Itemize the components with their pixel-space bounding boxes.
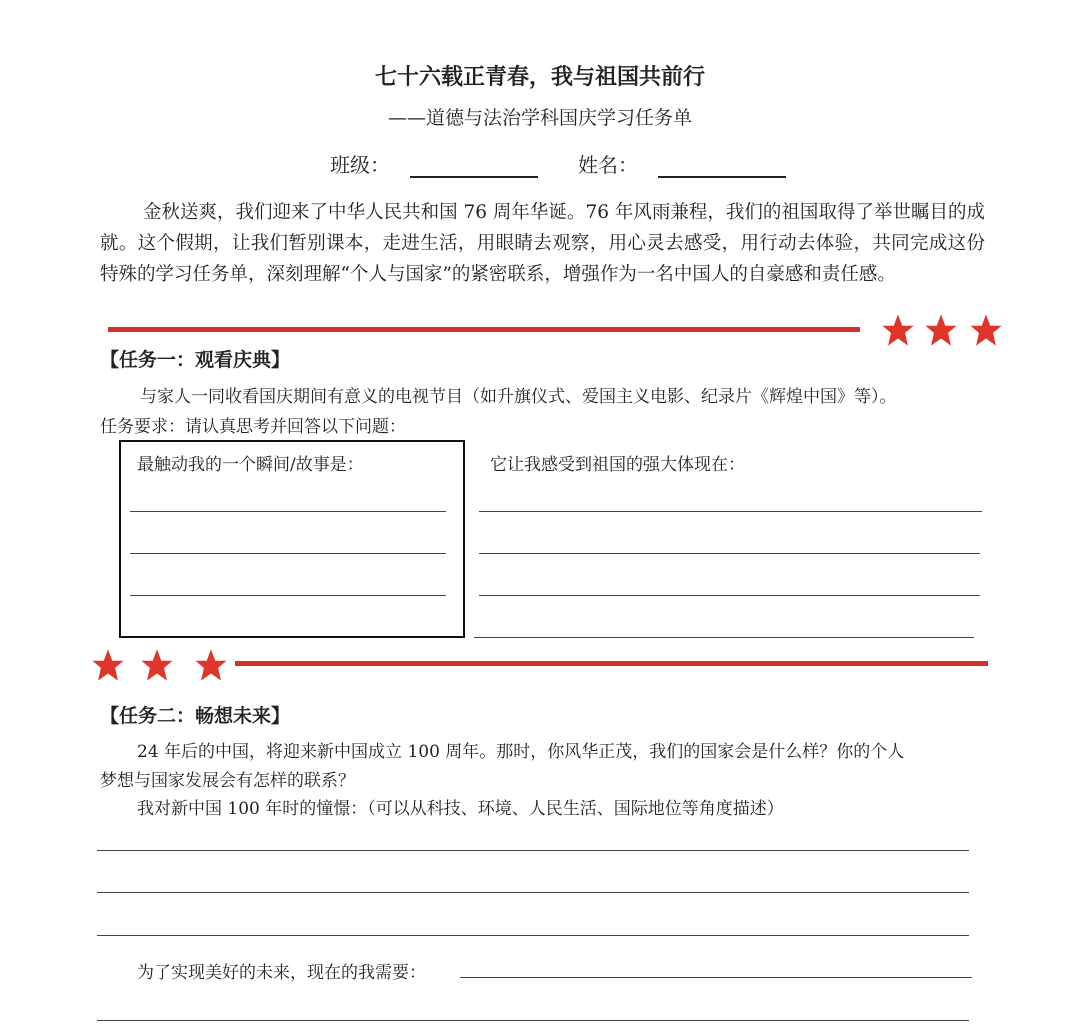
- page-title: 七十六载正青春，我与祖国共前行: [374, 64, 705, 90]
- answer-line[interactable]: [97, 892, 969, 893]
- star-icon: [881, 313, 915, 347]
- answer-line[interactable]: [130, 553, 446, 554]
- answer-line[interactable]: [479, 595, 980, 596]
- name-field[interactable]: [658, 156, 786, 178]
- vision-prompt: 我对新中国 100 年时的憧憬：（可以从科技、环境、人民生活、国际地位等角度描述）: [137, 799, 784, 819]
- intro-paragraph: 金秋送爽，我们迎来了中华人民共和国 76 周年华诞。76 年风雨兼程，我们的祖国取得了举世瞩目的成就。这个假期，让我们暂别课本，走进生活，用眼睛去观察，用心灵去感受，用行动去体验，共同完成这份特殊的学习任务单，深刻理解“个人与国家”的紧密联系，增强作为一名中国人的自豪感和责任感。: [100, 202, 985, 285]
- answer-line[interactable]: [130, 595, 446, 596]
- answer-line[interactable]: [479, 553, 980, 554]
- task2-description-cont: 梦想与国家发展会有怎样的联系？: [100, 771, 355, 791]
- task1-heading: 【任务一：观看庆典】: [100, 349, 291, 371]
- strength-prompt: 它让我感受到祖国的强大体现在：: [490, 455, 745, 475]
- moment-prompt: 最触动我的一个瞬间/故事是：: [137, 455, 364, 475]
- answer-line[interactable]: [479, 511, 982, 512]
- class-label: 班级：: [330, 153, 390, 177]
- star-icon: [194, 648, 228, 682]
- answer-line[interactable]: [97, 1020, 969, 1021]
- star-icon: [969, 313, 1003, 347]
- answer-line[interactable]: [460, 977, 972, 978]
- class-field[interactable]: [410, 156, 538, 178]
- star-icon: [924, 313, 958, 347]
- answer-line[interactable]: [130, 511, 446, 512]
- action-prompt: 为了实现美好的未来，现在的我需要：: [137, 963, 426, 983]
- student-info: [330, 149, 826, 178]
- answer-line[interactable]: [97, 850, 969, 851]
- answer-line[interactable]: [474, 637, 974, 638]
- divider-line: [108, 327, 860, 332]
- star-icon: [140, 648, 174, 682]
- task1-description: 与家人一同收看国庆期间有意义的电视节目（如升旗仪式、爱国主义电影、纪录片《辉煌中国》等）。: [140, 387, 897, 407]
- task2-heading: 【任务二：畅想未来】: [100, 705, 291, 727]
- star-icon: [91, 648, 125, 682]
- page-subtitle: ——道德与法治学科国庆学习任务单: [387, 107, 692, 129]
- task1-requirement: 任务要求：请认真思考并回答以下问题：: [100, 417, 406, 437]
- name-label: 姓名：: [578, 153, 638, 177]
- answer-line[interactable]: [97, 935, 969, 936]
- divider-line: [235, 661, 988, 666]
- task2-description: 24 年后的中国，将迎来新中国成立 100 周年。那时，你风华正茂，我们的国家会是什么样？你的个人: [137, 742, 905, 762]
